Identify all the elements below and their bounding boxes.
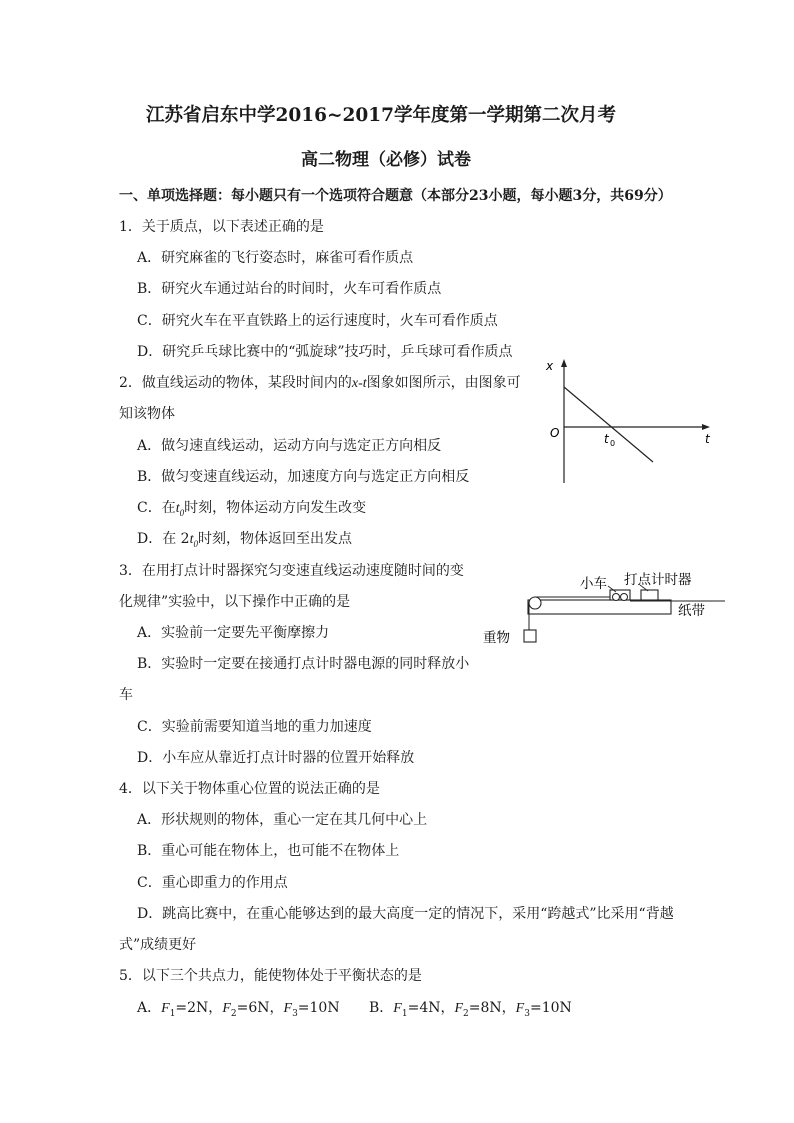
apparatus-cart-wheel-2 [621, 594, 628, 601]
apparatus-pulley [529, 597, 541, 609]
q4-option-d-line1: D．跳高比赛中，在重心能够达到的最大高度一定的情况下，采用“跨越式”比采用“背越 [137, 906, 674, 922]
q2-option-d-t0: $t_0$ [189, 532, 198, 549]
q2-option-d-part2: 时刻，物体返回至出发点 [197, 531, 352, 547]
xt-y-arrow [561, 359, 567, 367]
page-subtitle: 高二物理（必修）试卷 [301, 150, 471, 170]
q3-option-c: C．实验前需要知道当地的重力加速度 [137, 719, 372, 735]
section-heading: 一、单项选择题：每小题只有一个选项符合题意（本部分23小题，每小题3分，共69分） [119, 188, 672, 204]
apparatus-figure [480, 566, 730, 656]
q2-stem-part2: 图象如图所示，由图象可 [366, 375, 521, 391]
apparatus-timer [641, 590, 658, 600]
q1-option-c: C．研究火车在平直铁路上的运行速度时，火车可看作质点 [137, 313, 498, 329]
q3-option-d: D．小车应从靠近打点计时器的位置开始释放 [137, 750, 415, 766]
q1-option-a: A．研究麻雀的飞行姿态时，麻雀可看作质点 [137, 250, 414, 266]
q3-stem-line1: 3．在用打点计时器探究匀变速直线运动速度随时间的变 [119, 563, 464, 579]
q5-option-b: B．$F_1=4N$，$F_2=8N$，$F_3=10N$ [369, 1000, 572, 1019]
q3-option-a: A．实验前一定要先平衡摩擦力 [137, 625, 330, 641]
xt-origin-label: O [550, 426, 560, 440]
q5-stem: 5．以下三个共点力，能使物体处于平衡状态的是 [119, 968, 422, 984]
q4-stem: 4．以下关于物体重心位置的说法正确的是 [119, 781, 380, 797]
q2-option-c-part1: C．在 [137, 500, 176, 516]
apparatus-cart-wheel-1 [613, 594, 620, 601]
apparatus-board [528, 600, 671, 614]
xt-y-label: x [546, 359, 554, 373]
apparatus-weight-label: 重物 [483, 630, 510, 646]
q1-stem: 1．关于质点，以下表述正确的是 [119, 219, 324, 235]
q3-option-b-line1: B．实验时一定要在接通打点计时器电源的同时释放小 [137, 656, 470, 672]
page-title: 江苏省启东中学2016~2017学年度第一学期第二次月考 [146, 105, 616, 126]
q4-option-d-line2: 式”成绩更好 [119, 937, 197, 953]
q4-option-c: C．重心即重力的作用点 [137, 875, 288, 891]
apparatus-weight [524, 630, 536, 642]
q2-option-d [137, 530, 352, 553]
q2-option-c-t0: $t_0$ [175, 501, 185, 518]
xt-x-arrow [702, 424, 710, 430]
q2-stem-line2: 知该物体 [119, 406, 175, 422]
xt-line [564, 387, 653, 462]
q2-option-d-part1: D．在 2 [137, 531, 190, 547]
xt-x-label: t [705, 432, 710, 446]
apparatus-tape-label: 纸带 [678, 603, 705, 619]
xt-t0-sub: 0 [610, 439, 616, 448]
q2-stem-line1 [119, 374, 521, 393]
xt-graph-figure [540, 355, 720, 490]
q2-option-c [137, 499, 366, 522]
q2-stem-var: x-t [351, 376, 367, 391]
q3-stem-line2: 化规律”实验中，以下操作中正确的是 [119, 594, 351, 610]
q4-option-a: A．形状规则的物体，重心一定在其几何中心上 [137, 812, 428, 828]
q4-option-b: B．重心可能在物体上，也可能不在物体上 [137, 843, 400, 859]
q3-option-b-line2: 车 [119, 687, 133, 703]
q2-stem-part1: 2．做直线运动的物体，某段时间内的 [119, 375, 352, 391]
xt-t0-label: t [604, 432, 609, 446]
q1-option-b: B．研究火车通过站台的时间时，火车可看作质点 [137, 281, 442, 297]
apparatus-timer-label: 打点计时器 [624, 572, 692, 588]
apparatus-cart-label: 小车 [580, 576, 607, 592]
q2-option-b: B．做匀变速直线运动，加速度方向与选定正方向相反 [137, 469, 470, 485]
q5-option-a: A．$F_1=2N$，$F_2=6N$，$F_3=10N$ [137, 1000, 340, 1019]
q1-option-d: D．研究乒乓球比赛中的“弧旋球”技巧时，乒乓球可看作质点 [137, 344, 513, 360]
q2-option-a: A．做匀速直线运动，运动方向与选定正方向相反 [137, 438, 442, 454]
q2-option-c-part2: 时刻，物体运动方向发生改变 [184, 500, 367, 516]
